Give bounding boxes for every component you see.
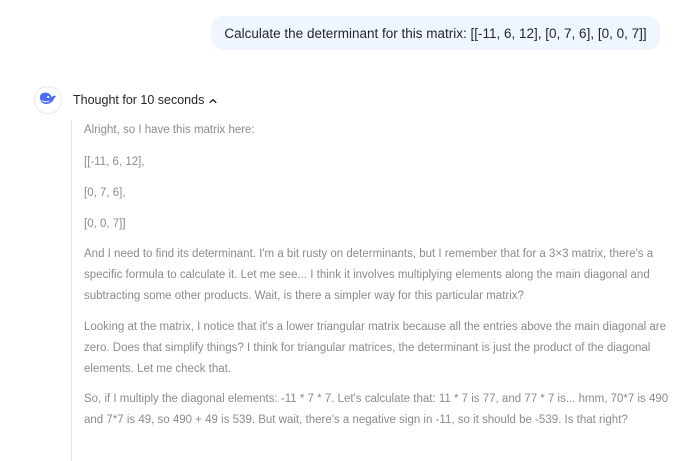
- reasoning-paragraph: And I need to find its determinant. I'm a bit rusty on determinants, but I remember that for a 3×3 matrix, there's a specific formula to calculate it. Let me see... I think it involves multiplying elements along the main diagonal and subtracting some other products. Wait, is there a simpler way for this particular matrix?: [84, 248, 654, 302]
- reasoning-paragraph: [0, 0, 7]]: [84, 218, 126, 230]
- reasoning-paragraph: So, if I multiply the diagonal elements: -11 * 7 * 7. Let's calculate that: 11 * 7 is 77, and 77 * 7 is... hmm, 70*7 is 490 and 7*7 is 49, so 490 + 49 is 539. But wait, there's a negative sign in -11, so it should be -539. Is that right?: [84, 393, 669, 426]
- user-message-bubble: [211, 16, 660, 50]
- reasoning-paragraph: [[-11, 6, 12],: [84, 156, 145, 168]
- reasoning-paragraph: [0, 7, 6],: [84, 187, 126, 199]
- chevron-up-icon: [208, 95, 218, 105]
- reasoning-paragraph: Alright, so I have this matrix here:: [84, 124, 255, 136]
- reasoning-paragraph: Looking at the matrix, I notice that it's a lower triangular matrix because all the entries above the main diagonal are zero. Does that simplify things? I think for triangular matrices, the determinant is just the product of the diagonal elements. Let me check that.: [84, 321, 666, 375]
- assistant-avatar: [34, 86, 62, 114]
- thought-duration-label: Thought for 10 seconds: [73, 93, 205, 107]
- whale-logo-icon: [39, 91, 57, 110]
- thought-toggle[interactable]: [73, 91, 218, 109]
- reasoning-block: [71, 120, 691, 461]
- user-message-text: Calculate the determinant for this matrix: [[-11, 6, 12], [0, 7, 6], [0, 0, 7]]: [224, 25, 647, 41]
